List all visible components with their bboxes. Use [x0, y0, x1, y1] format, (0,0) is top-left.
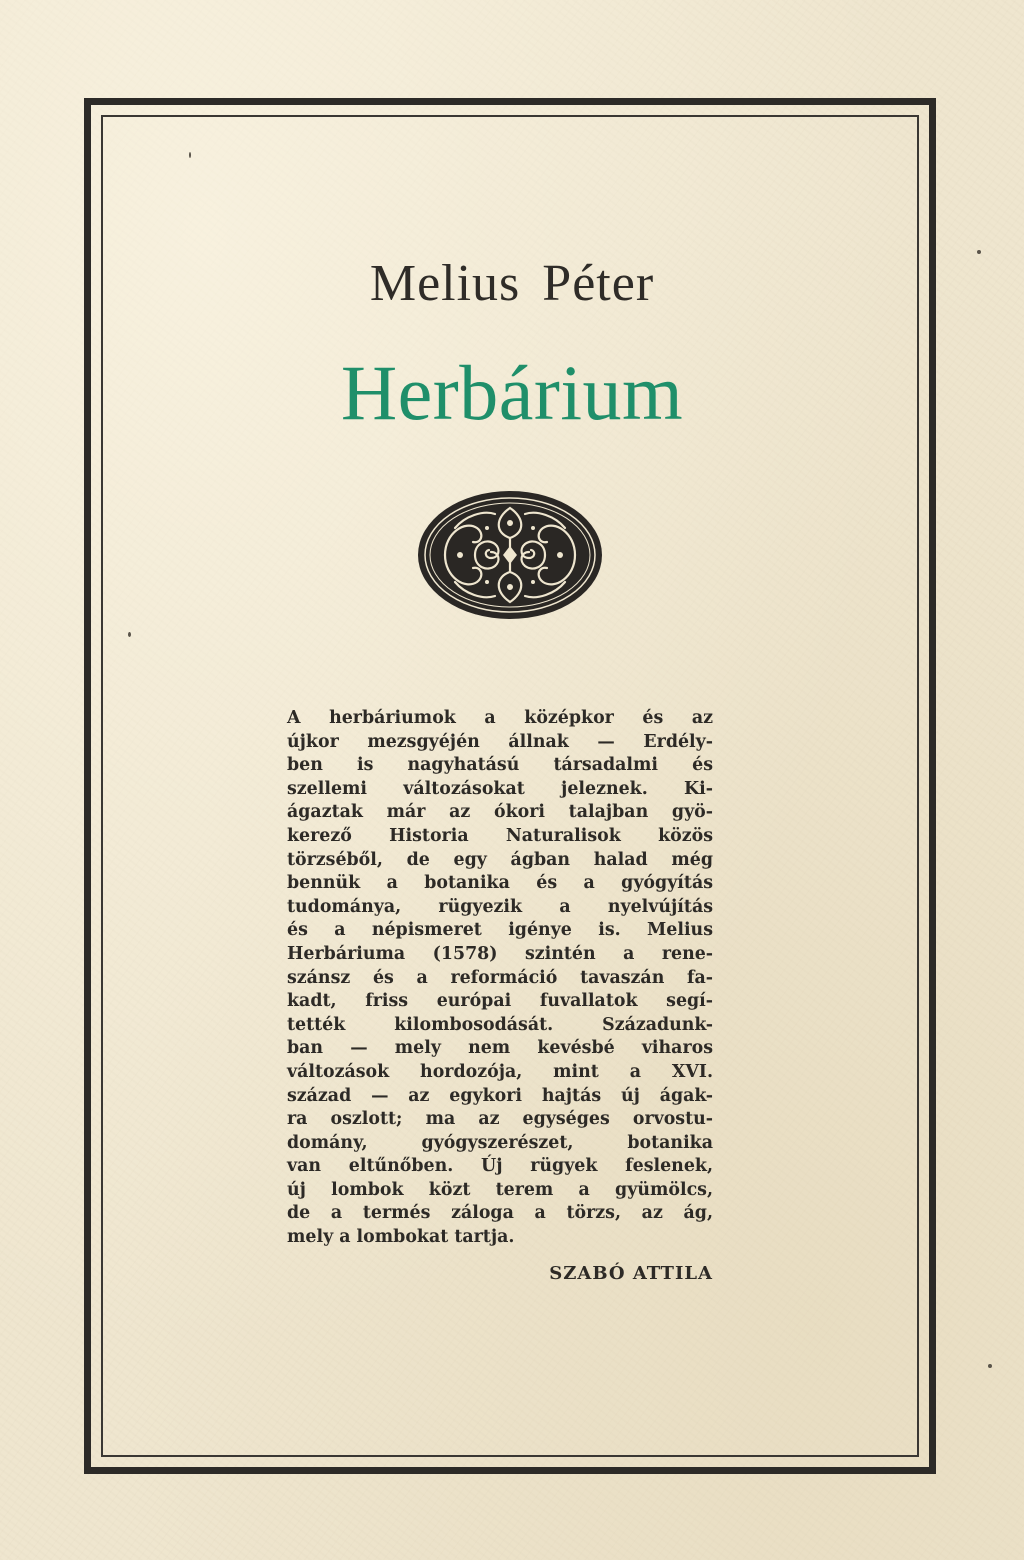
paper-speck: [189, 152, 191, 158]
blurb-line: szellemi változásokat jeleznek. Ki-: [287, 778, 713, 799]
blurb-line: változások hordozója, mint a XVI.: [287, 1061, 713, 1082]
blurb-line: ben is nagyhatású társadalmi és: [287, 755, 713, 776]
blurb-line: század — az egykori hajtás új ágak-: [287, 1085, 713, 1106]
paper-speck: [988, 1364, 992, 1368]
book-title: Herbárium: [340, 349, 684, 436]
blurb-line: törzséből, de egy ágban halad még: [287, 849, 713, 870]
blurb-line: szánsz és a reformáció tavaszán fa-: [287, 967, 713, 988]
blurb-line: Herbáriuma (1578) szintén a rene-: [287, 943, 713, 964]
back-cover-blurb: [287, 707, 713, 1250]
blurb-line: tették kilombosodását. Századunk-: [287, 1014, 713, 1035]
blurb-line: de a termés záloga a törzs, az ág,: [287, 1203, 713, 1224]
paper-speck: [128, 632, 131, 637]
blurb-signature: SZABÓ ATTILA: [549, 1263, 713, 1284]
blurb-line: mely a lombokat tartja.: [287, 1227, 515, 1248]
oval-filigree-vignette-icon: [415, 488, 605, 622]
paper-speck: [977, 250, 981, 254]
blurb-line: kerező Historia Naturalisok közös: [287, 825, 713, 846]
blurb-line: és a népismeret igénye is. Melius: [287, 920, 713, 941]
blurb-line: ra oszlott; ma az egységes orvostu-: [287, 1109, 713, 1130]
blurb-line: új lombok közt terem a gyümölcs,: [287, 1179, 713, 1200]
blurb-line: domány, gyógyszerészet, botanika: [287, 1132, 713, 1153]
blurb-line: tudománya, rügyezik a nyelvújítás: [287, 896, 713, 917]
blurb-line: ágaztak már az ókori talajban gyö-: [287, 802, 713, 823]
blurb-line: A herbáriumok a középkor és az: [287, 708, 713, 728]
blurb-line: újkor mezsgyéjén állnak — Erdély-: [287, 731, 713, 752]
blurb-line: kadt, friss európai fuvallatok segí-: [287, 991, 713, 1012]
author-name: Melius Péter: [369, 255, 655, 312]
blurb-line: ban — mely nem kevésbé viharos: [287, 1038, 713, 1059]
blurb-line: bennük a botanika és a gyógyítás: [287, 873, 713, 894]
blurb-line: van eltűnőben. Új rügyek feslenek,: [287, 1156, 713, 1177]
